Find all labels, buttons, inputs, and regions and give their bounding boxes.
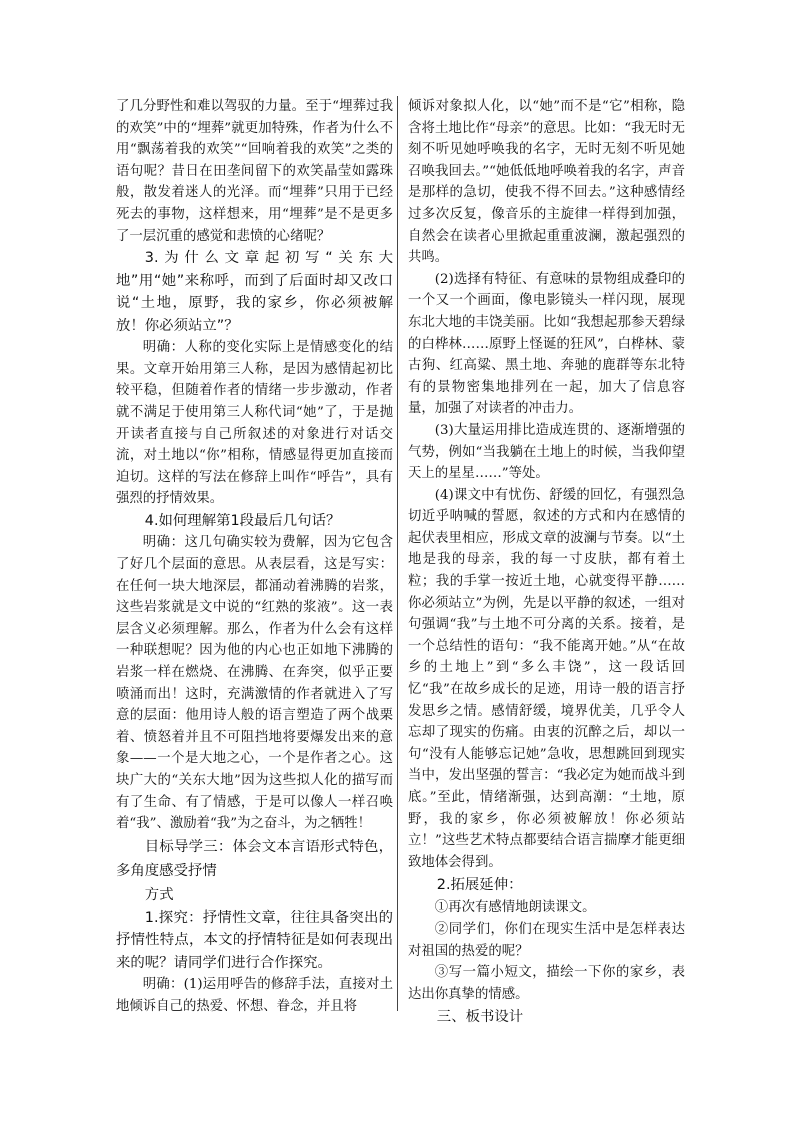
question-4: 4.如何理解第1段最后几句话？ [144, 512, 341, 529]
extension-item-3: ③写一篇小短文，描绘一下你的家乡，表达出你真挚的情感。 [408, 965, 685, 1002]
extension-item-1: ①再次有感情地朗读课文。 [434, 900, 596, 916]
goal-heading-3: 目标导学三：体会文本言语形式特色，多角度感受抒情 [116, 838, 393, 879]
answer-4: 明确：这几句确实较为费解，因为它包含了好几个层面的意思。从表层看，这是写实：在任何一块大地深层，都涌动着沸腾的岩浆，这些岩浆就是文中说的“红熟的浆液”。这一表层含义必须理解。那么，作者为什么会有这样一种联想呢？因为他的内心也正如地下沸腾的岩浆一样在燃烧、在沸腾、在奔突，似乎正要喷涌而出！这时，充满激情的作者就进入了写意的层面：他用诗人般的语言塑造了两个战栗着、愤怒着并且不可阻挡地将要爆发出来的意象——一个是大地之心，一个是作者之心。这块广大的“关东大地”因为这些拟人化的描写而有了生命、有了情感，于是可以像人一样召唤着“我”、激励着“我”为之奋斗，为之牺牲！ [116, 535, 393, 832]
extension-item-2: ②同学们，你们在现实生活中是怎样表达对祖国的热爱的呢？ [408, 921, 685, 959]
answer-3: 明确：人称的变化实际上是情感变化的结果。文章开始用第三人称，是因为感情起初比较平稳，但随着作者的情绪一步步激动，作者就不满足于使用第三人称代词“她”了，于是抛开读者直接与自己所叙述的对象进行对话交流，对土地以“你”相称，情感显得更加直接而迫切。这样的写法在修辞上叫作“呼告”，具有强烈的抒情效果。 [116, 340, 393, 507]
board-design-heading: 三、板书设计 [436, 1009, 524, 1026]
question-3: 3.为什么文章起初写“关东大地”用“她”来称呼，而到了后面时却又改口说“土地，原野，我的家乡，你必须被解放！你必须站立”？ [116, 250, 393, 334]
right-column [408, 96, 685, 1029]
method-label: 方式 [144, 886, 174, 903]
column-divider [397, 96, 398, 1011]
question-explore: 1.探究：抒情性文章，往往具备突出的抒情性特点，本文的抒情特征是如何表现出来的呢？请同学们进行合作探究。 [116, 909, 393, 971]
paragraph-continued: 了几分野性和难以驾驭的力量。至于“埋葬过我的欢笑”中的“埋葬”就更加特殊，作者为什么不用“飘荡着我的欢笑”“回响着我的欢笑”之类的语句呢？昔日在田垄间留下的欢笑晶莹如露珠般，散发着迷人的光泽。而“埋葬”只用于已经死去的事物，这样想来，用“埋葬”是不是更多了一层沉重的感觉和悲愤的心绪呢？ [116, 99, 393, 244]
point-2: (2)选择有特征、有意味的景物组成叠印的一个又一个画面，像电影镜头一样闪现，展现东北大地的丰饶美丽。比如“我想起那参天碧绿的白桦林……原野上怪诞的狂风”，白桦林、蒙古狗、红高粱、黑土地、奔驰的鹿群等东北特有的景物密集地排列在一起，加大了信息容量，加强了对读者的冲击力。 [408, 271, 685, 417]
point-4: (4)课文中有忧伤、舒缓的回忆，有强烈急切近乎呐喊的誓愿，叙述的方式和内在感情的起伏表里相应，形成文章的波澜与节奏。以“土地是我的母亲，我的每一寸皮肤，都有着土粒；我的手掌一按近土地，心就变得平静……你必须站立”为例，先是以平静的叙述，一组对句强调“我”与土地不可分离的关系。接着，是一个总结性的语句：“我不能离开她。”从“在故乡的土地上”到“多么丰饶”，这一段话回忆“我”在故乡成长的足迹，用诗一般的语言抒发思乡之情。感情舒缓，境界优美，几乎令人忘却了现实的伤痛。由衷的沉醉之后，却以一句“没有人能够忘记她”急收，思想跳回到现实当中，发出坚强的誓言：“我必定为她而战斗到底。”至此，情绪渐强，达到高潮：“土地，原野，我的家乡，你必须被解放！你必须站立！”这些艺术特点都要结合语言揣摩才能更细致地体会得到。 [408, 487, 685, 870]
paragraph-continued-right: 倾诉对象拟人化，以“她”而不是“它”相称，隐含将土地比作“母亲”的意思。比如：“我无时无刻不听见她呼唤我的名字，无时无刻不听见她召唤我回去。”“她低低地呼唤着我的名字，声音是那样的急切，使我不得不回去。”这种感情经过多次反复，像音乐的主旋律一样得到加强，自然会在读者心里掀起重重波澜，激起强烈的共鸣。 [408, 99, 685, 266]
extension-heading: 2.拓展延伸： [436, 877, 523, 894]
point-3: (3)大量运用排比造成连贯的、逐渐增强的气势，例如“当我躺在土地上的时候，当我仰望天上的星星……”等处。 [408, 422, 685, 482]
left-column [116, 96, 393, 1017]
answer-explore-start: 明确：(1)运用呼告的修辞手法，直接对土地倾诉自己的热爱、怀想、眷念，并且将 [116, 977, 393, 1014]
